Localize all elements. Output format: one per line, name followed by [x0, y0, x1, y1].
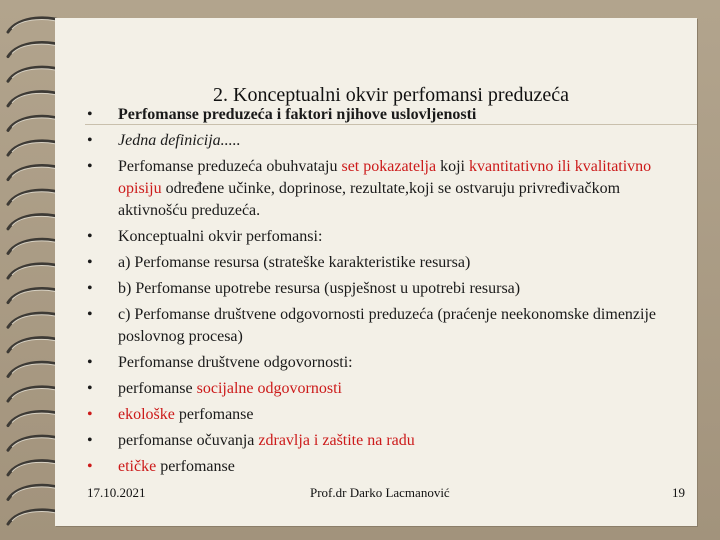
bullet-text: Perfomanse društvene odgovornosti:	[118, 354, 353, 371]
slide-page	[55, 18, 697, 526]
bullet-text: perfomanse očuvanja	[118, 432, 259, 449]
bullet-text: a) Perfomanse resursa (strateške karakteristike resursa)	[118, 254, 471, 271]
bullet-marker: •	[87, 280, 93, 297]
bullet-text: Jedna definicija.....	[118, 132, 241, 149]
bullet-item	[85, 130, 675, 152]
bullet-marker: •	[87, 158, 93, 175]
bullet-item	[85, 278, 675, 300]
bullet-marker: •	[87, 354, 93, 371]
bullet-item	[85, 352, 675, 374]
highlight-text: kvantitativno ili kvalitativno opisiju	[118, 158, 652, 197]
highlight-text: etičke	[118, 458, 157, 475]
bullet-item	[85, 252, 675, 274]
bullet-text: b) Perfomanse upotrebe resursa (uspješnost u upotrebi resursa)	[118, 280, 521, 297]
footer-date: 17.10.2021	[87, 485, 146, 500]
bullet-item	[85, 226, 675, 248]
bullet-item	[85, 430, 675, 452]
bullet-item	[85, 304, 675, 348]
bullet-text: Konceptualni okvir perfomansi:	[118, 228, 323, 245]
bullet-text: Perfomanse preduzeća i faktori njihove uslovljenosti	[118, 106, 477, 123]
bullet-marker: •	[87, 228, 93, 245]
footer-page-number: 19	[672, 485, 685, 500]
bullet-text: određene učinke, doprinose, rezultate,koji se ostvaruju privređivačkom aktivnošću preduzeća.	[118, 180, 621, 219]
bullet-item	[85, 104, 675, 126]
bullet-marker: •	[87, 380, 93, 397]
highlight-text: socijalne odgovornosti	[196, 380, 342, 397]
bullet-list	[85, 104, 675, 482]
bullet-marker: •	[87, 458, 93, 475]
bullet-marker: •	[87, 106, 93, 123]
highlight-text: ekološke	[118, 406, 175, 423]
bullet-text: Perfomanse preduzeća obuhvataju	[118, 158, 342, 175]
bullet-marker: •	[87, 306, 93, 323]
bullet-marker: •	[87, 406, 93, 423]
bullet-marker: •	[87, 432, 93, 449]
bullet-marker: •	[87, 132, 93, 149]
bullet-item	[85, 404, 675, 426]
bullet-text: perfomanse	[156, 458, 235, 475]
bullet-text: perfomanse	[174, 406, 254, 423]
bullet-item	[85, 156, 675, 222]
footer-author: Prof.dr Darko Lacmanović	[310, 485, 450, 500]
bullet-marker: •	[87, 254, 93, 271]
highlight-text: zdravlja i zaštite na radu	[258, 432, 415, 449]
bullet-item	[85, 456, 675, 478]
bullet-text: perfomanse	[118, 380, 197, 397]
bullet-item	[85, 378, 675, 400]
bullet-text: koji	[436, 158, 469, 175]
slide-title: 2. Konceptualni okvir perfomansi preduzeća	[213, 84, 569, 106]
highlight-text: set pokazatelja	[341, 158, 437, 175]
bullet-text: c) Perfomanse društvene odgovornosti preduzeća (praćenje neekonomske dimenzije poslovnog procesa)	[118, 306, 657, 345]
